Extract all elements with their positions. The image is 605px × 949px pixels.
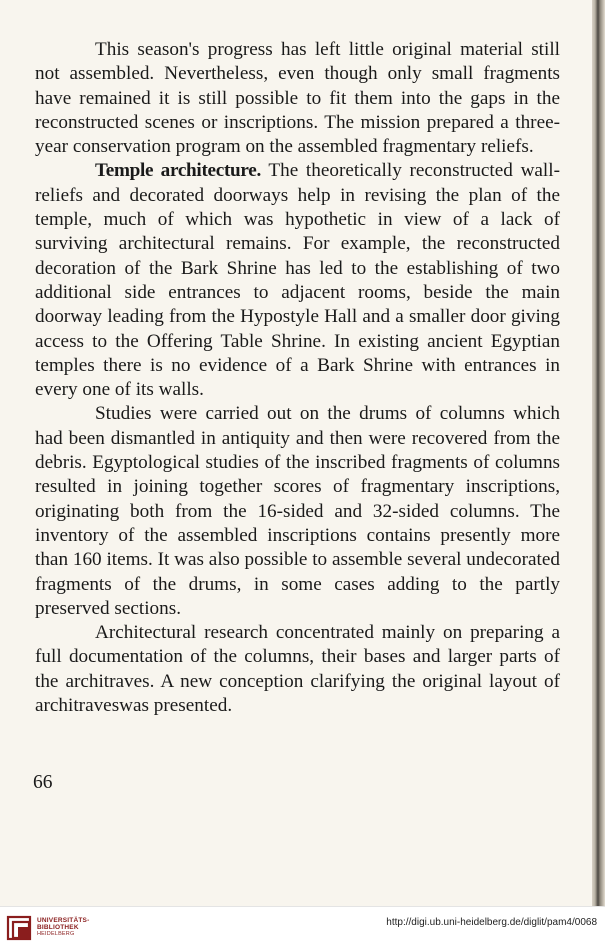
page-edge xyxy=(592,0,605,906)
source-url-link[interactable]: http://digi.ub.uni-heidelberg.de/diglit/pam4/0068 xyxy=(386,917,597,928)
logo-line-1: UNIVERSITÄTS- xyxy=(37,917,90,924)
paragraph-4-text: Architectural research concentrated mainly on preparing a full documentation of the columns, their bases and larger parts of the architraves. A new conception clarifying the original layout of architraveswas presented. xyxy=(35,622,560,717)
logo-line-2: BIBLIOTHEK xyxy=(37,924,79,931)
library-logo-text xyxy=(37,917,89,938)
paragraph-2-text: The theoretically reconstructed wall-reliefs and decorated doorways help in revising the plan of the temple, much of which was hypothetic in view of a lack of surviving architectural remains. For example, the reconstructed decoration of the Bark Shrine has led to the establishing of two additional side entrances to adjacent rooms, beside the main doorway leading from the Hypostyle Hall and a smaller door giving access to the Offering Table Shrine. In existing ancient Egyptian temples there is no evidence of a Bark Shrine with entrances in every one of its walls. xyxy=(35,160,560,401)
viewer-footer xyxy=(0,906,605,949)
library-logo-icon xyxy=(6,914,36,942)
paragraph-2 xyxy=(35,159,560,402)
body-text xyxy=(35,38,560,718)
page-number: 66 xyxy=(33,772,53,793)
paragraph-4 xyxy=(35,621,560,718)
paragraph-1 xyxy=(35,38,560,159)
section-heading-temple-architecture: Temple architecture. xyxy=(95,160,262,182)
paragraph-3-text: Studies were carried out on the drums of columns which had been dismantled in antiquity and then were recovered from the debris. Egyptological studies of the inscribed fragments of columns resulted in joining together scores of fragmentary inscriptions, originating both from the 16-sided and 32-sided columns. The inventory of the assembled inscriptions contains presently more than 160 items. It was also possible to assemble several undecorated fragments of the drums, in some cases adding to the partly preserved sections. xyxy=(35,403,560,619)
logo-line-3: HEIDELBERG xyxy=(37,931,75,937)
paragraph-1-text: This season's progress has left little original material still not assembled. Nevertheless, even though only small fragments have remained it is still possible to fit them into the gaps in the reconstructed scenes or inscriptions. The mission prepared a three-year conservation program on the assembled fragmentary reliefs. xyxy=(35,39,560,158)
paragraph-3 xyxy=(35,402,560,621)
